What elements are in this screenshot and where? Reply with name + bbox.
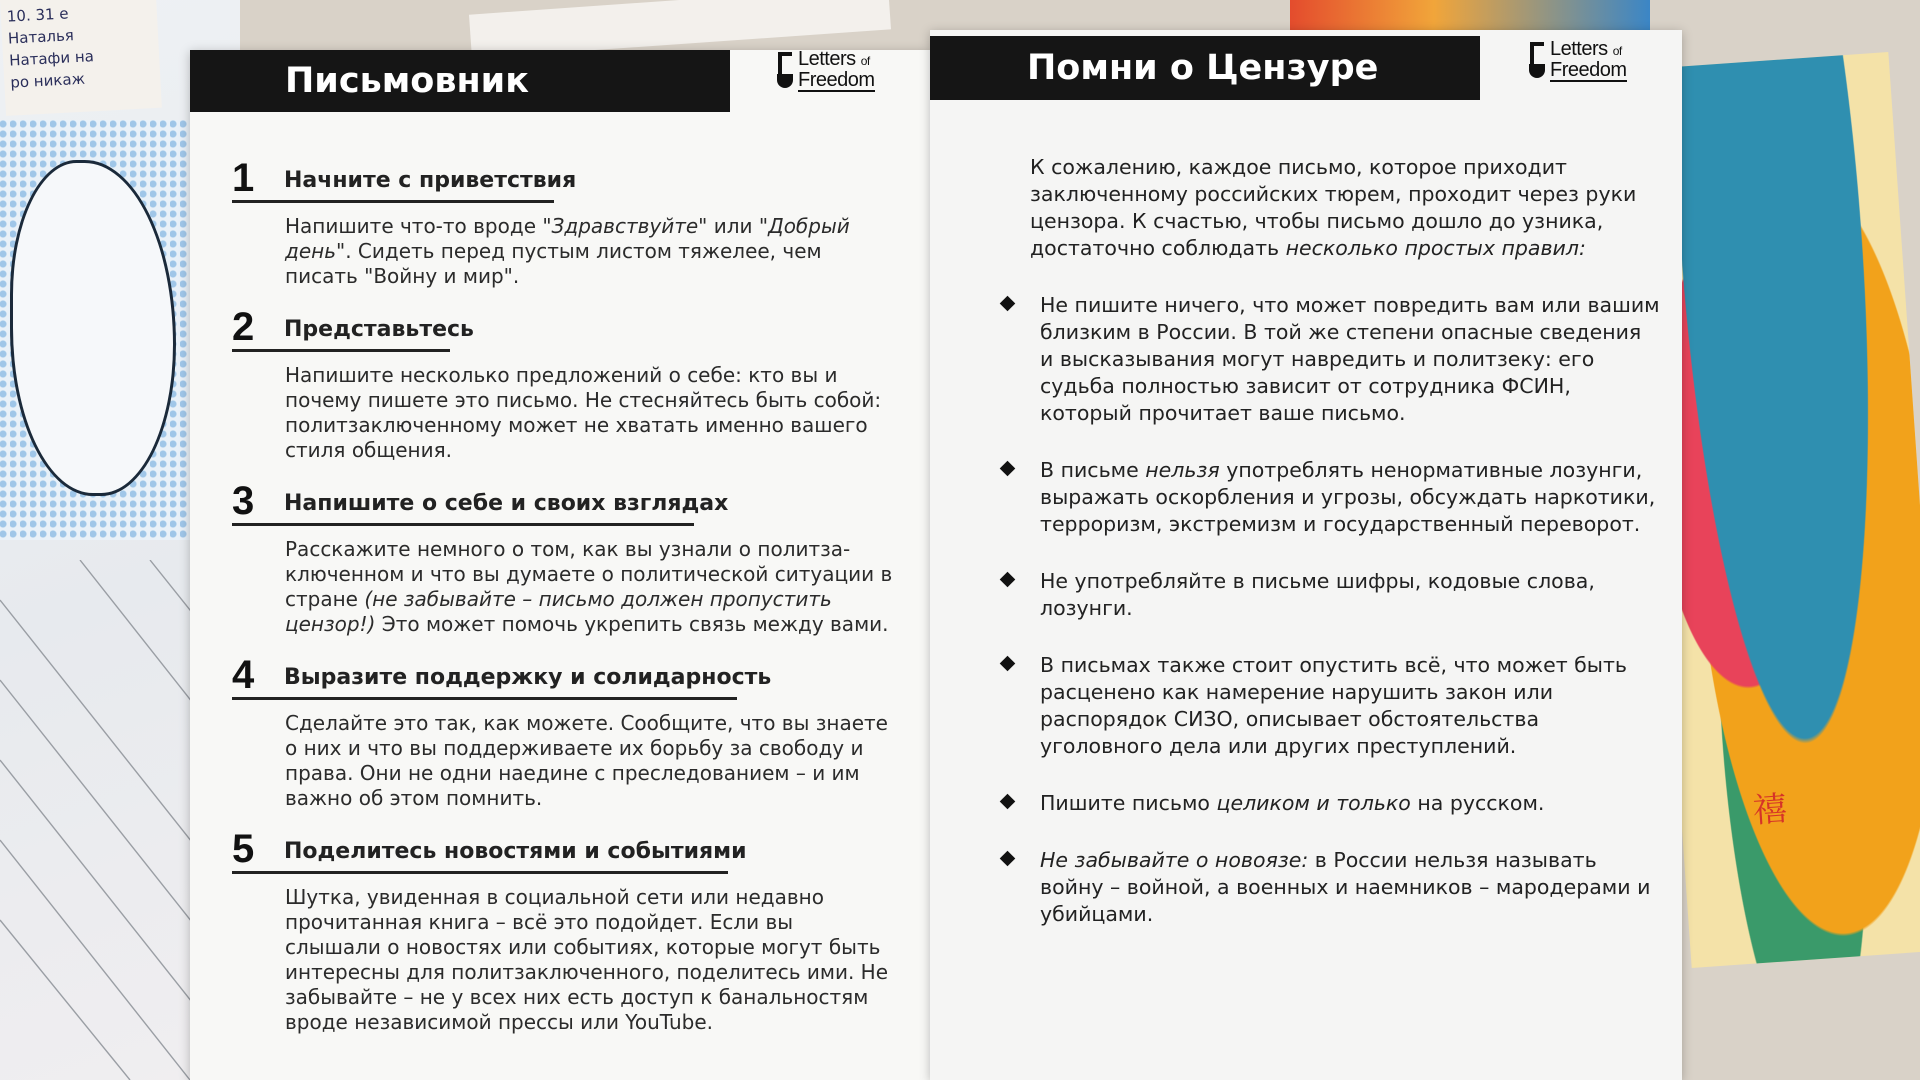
step-body: Сделайте это так, как можете. Сообщите, что вы знаете о них и что вы поддерживаете их борьбу за свободу и права. Они не одни наедине с преследованием – и им важно об этом помнить. — [285, 711, 888, 810]
step-number: 3 — [232, 479, 255, 523]
step-number: 4 — [232, 653, 255, 697]
step-number: 5 — [232, 827, 255, 871]
letters-of-freedom-logo — [1528, 40, 1627, 82]
step-underline — [232, 349, 450, 352]
logo-line-1: Letters — [798, 48, 856, 70]
step-body: Напишите несколько предложений о себе: кто вы и почему пишете это письмо. Не стесняйтесь быть собой: политзаключенному может не хватать именно вашего стиля общения. — [285, 363, 882, 462]
step-5 — [232, 827, 912, 1035]
step-body: Шутка, увиденная в социальной сети или недавно прочитанная книга – всё это подойдет. Если вы слышали о новостях или событиях, которые могут быть интересны для политзаключенного, поделитесь ими. Не забывайте – не у всех них есть доступ к банальностям вроде независимой прессы или YouTube. — [285, 885, 889, 1034]
step-body-italic: "Добрый день" — [285, 214, 850, 263]
rule-item — [1000, 652, 1660, 760]
pen-nib-icon — [1528, 42, 1546, 80]
step-underline — [232, 200, 554, 203]
censorship-rules-sheet — [930, 30, 1682, 1080]
rule-text: употреблять ненормативные лозунги, выражать оскорбления и угрозы, обсуждать наркотики, терроризм, экстремизм и государственный переворот. — [1040, 458, 1656, 536]
step-2 — [232, 305, 912, 463]
rule-text: на русском. — [1410, 791, 1545, 815]
diamond-bullet-icon — [1000, 461, 1016, 477]
step-header — [232, 479, 912, 523]
step-underline — [232, 697, 737, 700]
rule-text: в России нельзя называть войну – войной, а военных и наемников – мародерами и убийцами. — [1040, 848, 1651, 926]
rule-italic: нельзя — [1145, 458, 1220, 482]
step-3 — [232, 479, 912, 637]
rule-text: Не употребляйте в письме шифры, кодовые слова, лозунги. — [1040, 569, 1595, 620]
step-title: Начните с приветствия — [284, 168, 577, 193]
pen-nib-icon — [776, 52, 794, 90]
rule-text: Не пишите ничего, что может повредить вам или вашим близким в России. В той же степени опасные сведения и высказывания могут навредить и политзеку: его судьба полностью зависит от сотрудника ФСИН, который прочитает ваше письмо. — [1040, 293, 1660, 425]
step-body-text: Расскажите немного о том, как вы узнали о политза-ключенном и что вы думаете о политической ситуации в стране — [285, 537, 893, 611]
logo-line-2: Freedom — [798, 69, 875, 91]
bg-text-line: Наталья — [7, 26, 75, 48]
step-body-text: или — [707, 214, 759, 238]
step-body-text: Напишите что-то вроде — [285, 214, 543, 238]
diamond-bullet-icon — [1000, 656, 1016, 672]
steps-list — [232, 156, 912, 1055]
step-title: Напишите о себе и своих взглядах — [284, 491, 729, 516]
censorship-intro — [1030, 154, 1650, 262]
intro-text: К сожалению, каждое письмо, которое приходит заключенному российских тюрем, проходит через руки цензора. К счастью, чтобы письмо дошло до узника, достаточно соблюдать — [1030, 155, 1637, 260]
step-4 — [232, 653, 912, 811]
letters-of-freedom-logo — [776, 50, 875, 92]
step-title: Выразите поддержку и солидарность — [284, 665, 772, 690]
step-header — [232, 305, 912, 349]
rule-item — [1000, 568, 1660, 622]
step-title: Представьтесь — [284, 317, 474, 342]
background-comic-illustration — [0, 120, 200, 540]
rules-list — [1000, 292, 1660, 958]
rule-italic: Не забывайте о новоязе: — [1040, 848, 1309, 872]
logo-line-1: Letters — [1550, 38, 1608, 60]
step-body — [285, 537, 895, 637]
step-number: 2 — [232, 305, 255, 349]
logo-of: of — [1612, 44, 1622, 58]
rule-item — [1000, 457, 1660, 538]
red-stamp-icon: 禧 — [1751, 788, 1789, 832]
step-title: Поделитесь новостями и событиями — [284, 839, 747, 864]
step-underline — [232, 523, 694, 526]
step-header — [232, 156, 912, 200]
censorship-title: Помни о Цензуре — [1027, 48, 1379, 88]
diamond-bullet-icon — [1000, 296, 1016, 312]
step-1 — [232, 156, 912, 289]
rule-item — [1000, 847, 1660, 928]
comic-figure — [10, 160, 176, 496]
censorship-title-bar — [930, 36, 1480, 100]
bg-text-line: 10. 31 е — [6, 4, 69, 26]
step-number: 1 — [232, 156, 255, 200]
rule-item — [1000, 292, 1660, 427]
letter-guide-title: Письмовник — [285, 61, 529, 101]
diamond-bullet-icon — [1000, 572, 1016, 588]
rule-item — [1000, 790, 1660, 817]
step-body-text: . Сидеть перед пустым листом тяжелее, чем писать "Войну и мир". — [285, 239, 822, 288]
step-body-italic: "Здравствуйте" — [542, 214, 708, 238]
diamond-bullet-icon — [1000, 794, 1016, 810]
letter-guide-sheet — [190, 50, 930, 1080]
diamond-bullet-icon — [1000, 851, 1016, 867]
rule-text: В письмах также стоит опустить всё, что может быть расценено как намерение нарушить закон или распорядок СИЗО, описывает обстоятельства уголовного дела или других преступлений. — [1040, 653, 1628, 758]
step-body-italic: (не забывайте – письмо должен пропустить цензор!) — [285, 587, 832, 636]
logo-text — [1550, 40, 1627, 82]
step-body-text: Это может помочь укрепить связь между вами. — [375, 612, 889, 636]
logo-text — [798, 50, 875, 92]
rule-text: В письме — [1040, 458, 1146, 482]
logo-of: of — [860, 54, 870, 68]
letter-guide-title-bar — [190, 50, 730, 112]
rule-text: Пишите письмо — [1040, 791, 1217, 815]
step-body — [285, 214, 895, 289]
logo-line-2: Freedom — [1550, 59, 1627, 81]
step-underline — [232, 871, 728, 874]
background-top-left-paper — [0, 0, 162, 116]
step-header — [232, 653, 912, 697]
bg-text-line: ро никаж — [9, 69, 86, 92]
step-header — [232, 827, 912, 871]
rule-italic: целиком и только — [1216, 791, 1411, 815]
bg-text-line: Натафи на — [8, 47, 95, 70]
intro-italic: несколько простых правил: — [1285, 236, 1586, 260]
